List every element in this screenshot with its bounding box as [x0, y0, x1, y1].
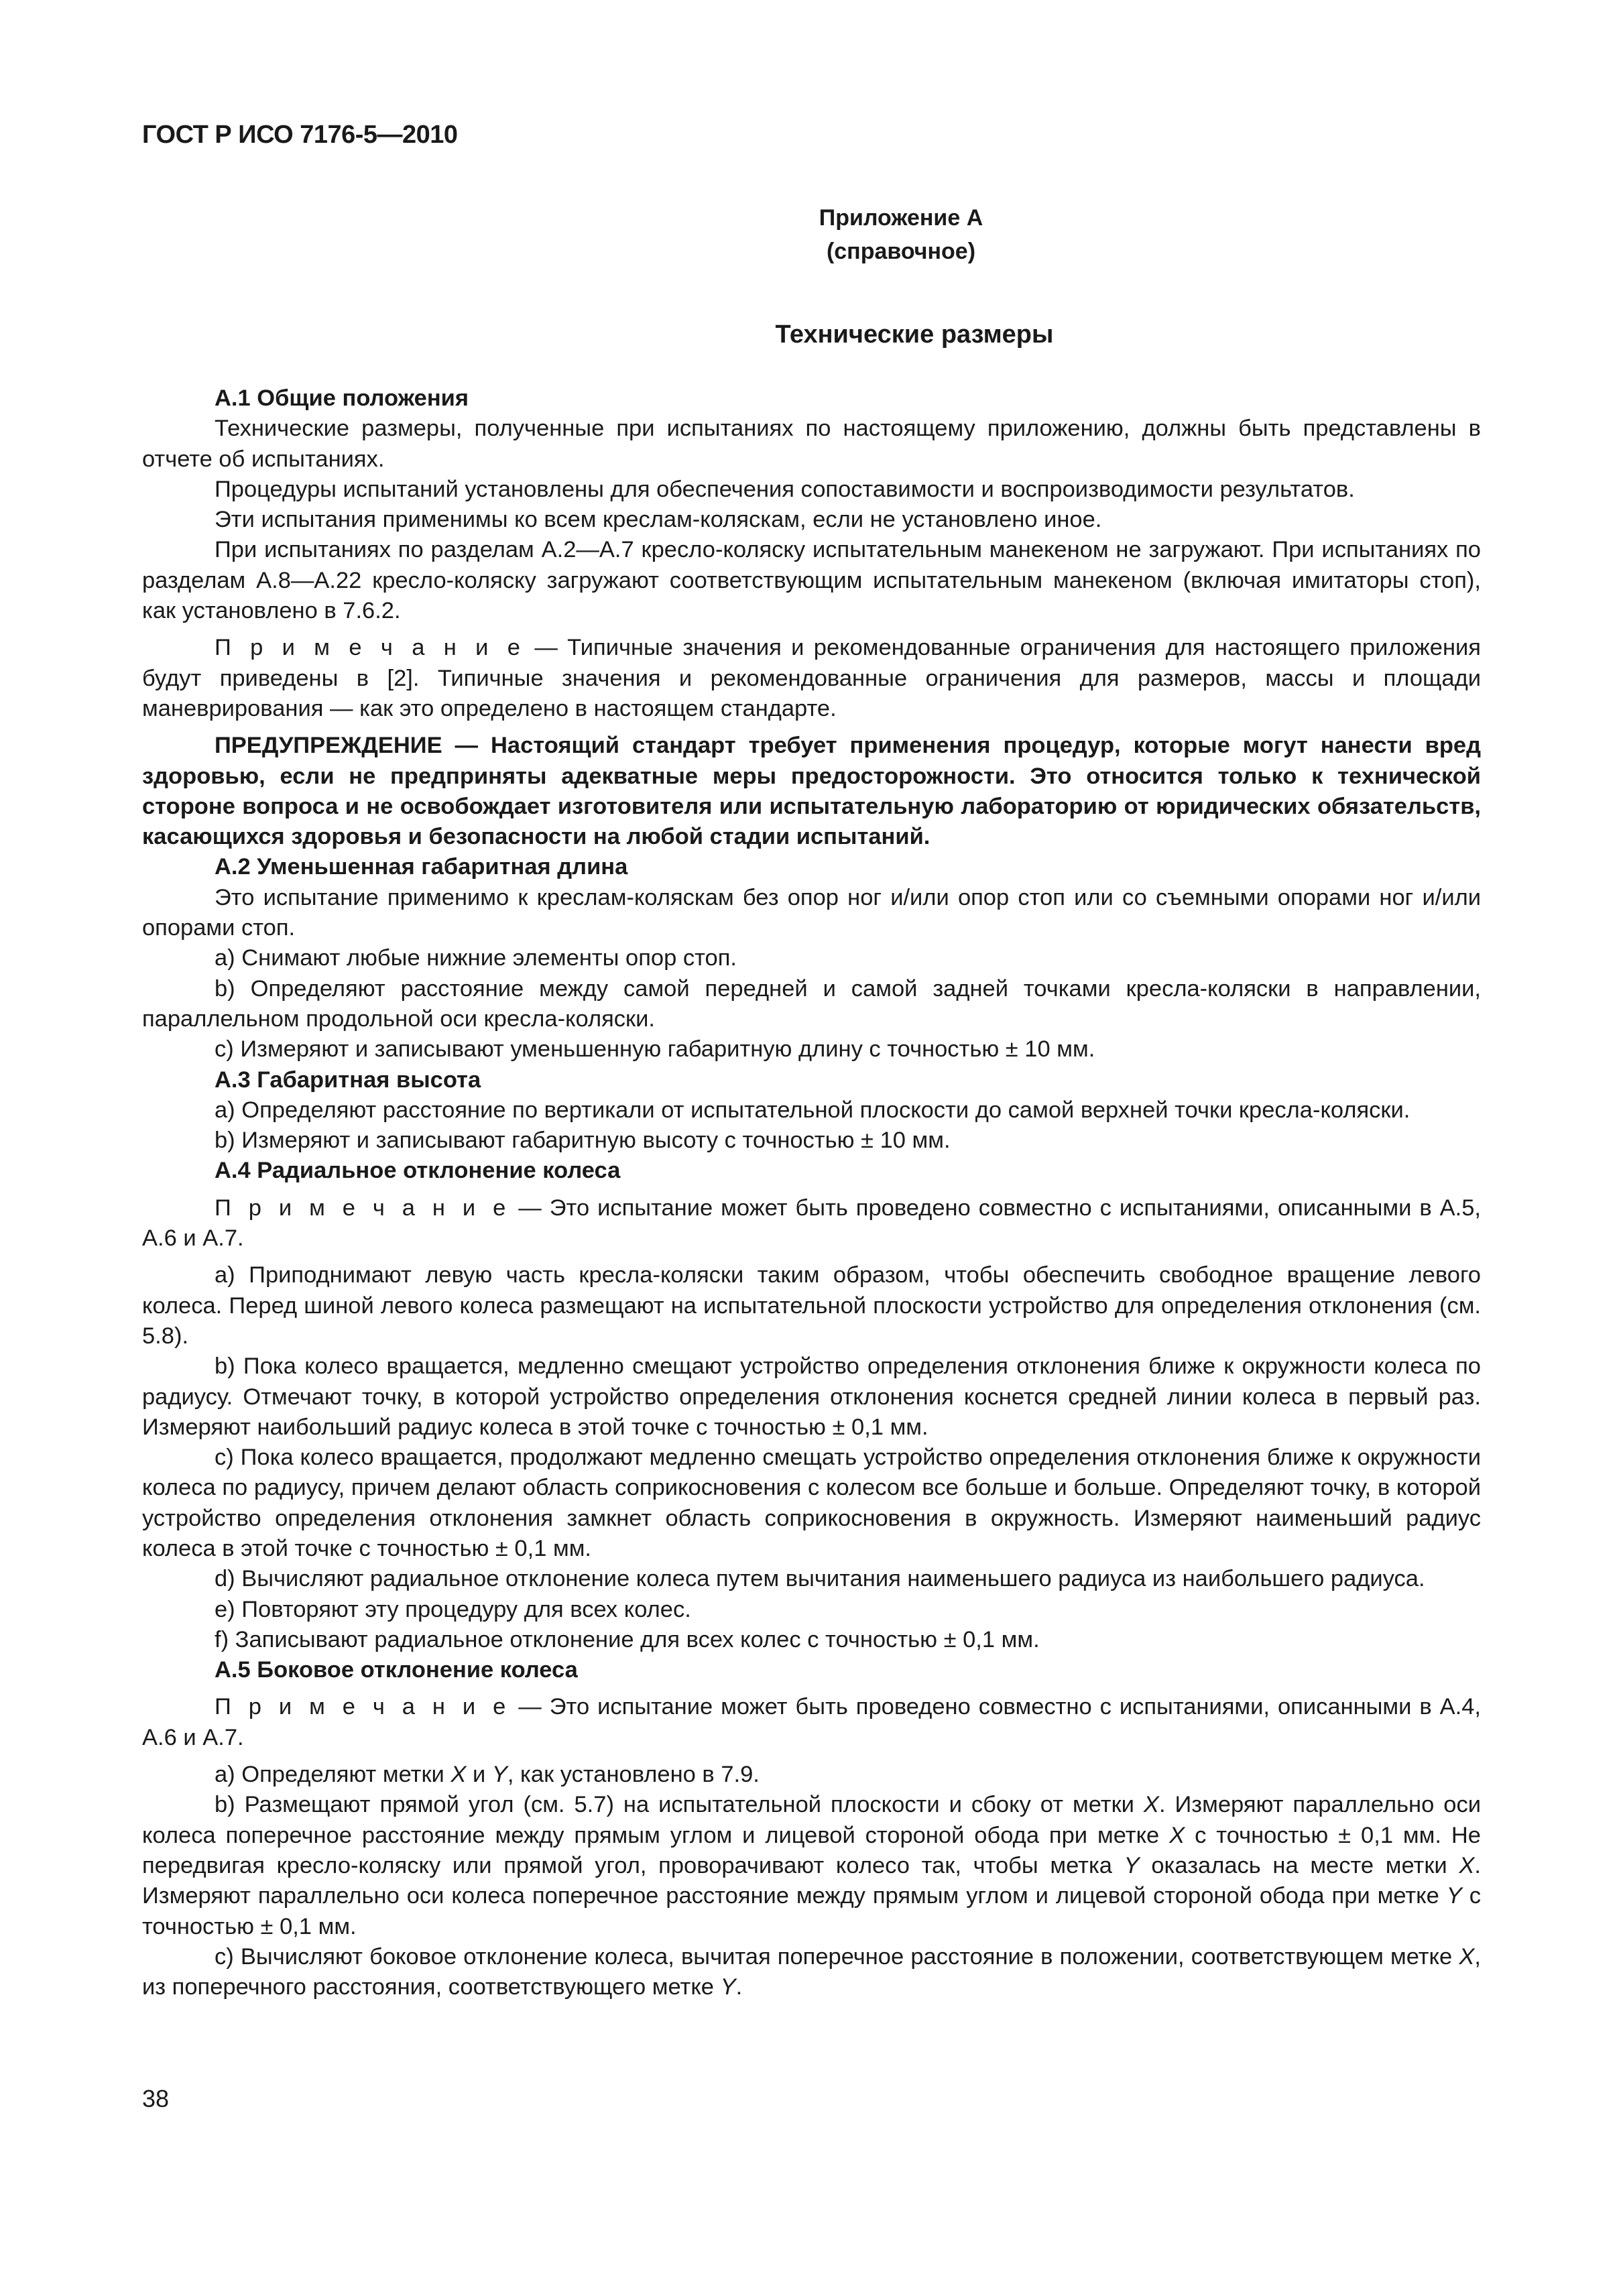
warning-paragraph: ПРЕДУПРЕЖДЕНИЕ — Настоящий стандарт требует применения процедур, которые могут нанести вред здоровью, если не предприняты адекватные меры предосторожности. Это относится только к технической стороне вопроса и не освобождает изготовителя или испытательную лабораторию от юридических обязательств, касающихся здоровья и безопасности на любой стадии испытаний. — [142, 733, 1481, 850]
body-paragraph: Процедуры испытаний установлены для обеспечения сопоставимости и воспроизводимости результатов. — [215, 476, 1355, 502]
body-paragraph: d) Вычисляют радиальное отклонение колеса путем вычитания наименьшего радиуса из наибольшего радиуса. — [215, 1566, 1425, 1592]
section-heading: А.1 Общие положения — [215, 385, 469, 411]
body-paragraph: a) Определяют расстояние по вертикали от испытательной плоскости до самой верхней точки кресла-коляски. — [215, 1097, 1410, 1123]
body-paragraph: b) Размещают прямой угол (см. 5.7) на испытательной плоскости и сбоку от метки X. Измеряют параллельно оси колеса поперечное расстояние между прямым углом и лицевой стороной обода при метке X с точностью ± 0,1 мм. Не передвигая кресло-коляску или прямой угол, проворачивают колесо так, чтобы метка Y оказалась на месте метки X. Измеряют параллельно оси колеса поперечное расстояние между прямым углом и лицевой стороной обода при метке Y с точностью ± 0,1 мм. — [142, 1792, 1481, 1939]
body-paragraph: a) Определяют метки X и Y, как установлено в 7.9. — [215, 1762, 760, 1788]
note-paragraph: П р и м е ч а н и е — Это испытание может быть проведено совместно с испытаниями, описанными в А.4, А.6 и А.7. — [142, 1694, 1481, 1750]
body-paragraph: b) Определяют расстояние между самой передней и самой задней точками кресла-коляски в направлении, параллельном продольной оси кресла-коляски. — [142, 975, 1481, 1032]
annex-heading — [335, 201, 1467, 268]
page-number: 38 — [142, 2085, 170, 2112]
annex-status: (справочное) — [826, 239, 976, 264]
body-paragraph: Эти испытания применимы ко всем креслам-коляскам, если не установлено иное. — [215, 507, 1102, 533]
body-paragraph: e) Повторяют эту процедуру для всех колес. — [215, 1596, 691, 1622]
body-paragraph: c) Пока колесо вращается, продолжают медленно смещать устройство определения отклонения ближе к окружности колеса по радиусу, причем делают область соприкосновения с колесом все больше и больше. Определяют точку, в которой устройство определения отклонения замкнет область соприкосновения в окружность. Измеряют наименьший радиус колеса в этой точке с точностью ± 0,1 мм. — [142, 1445, 1481, 1561]
annex-title: Технические размеры — [775, 320, 1054, 349]
section-heading: А.3 Габаритная высота — [215, 1067, 481, 1093]
body-paragraph: Это испытание применимо к креслам-коляскам без опор ног и/или опор стоп или со съемными опорами ног и/или опорами стоп. — [142, 884, 1481, 941]
note-paragraph: П р и м е ч а н и е — Типичные значения и рекомендованные ограничения для настоящего приложения будут приведены в [2]. Типичные значения и рекомендованные ограничения для размеров, массы и площади маневрирования — как это определено в настоящем стандарте. — [142, 635, 1481, 721]
note-label: П р и м е ч а н и е — [215, 1195, 511, 1221]
note-paragraph: П р и м е ч а н и е — Это испытание может быть проведено совместно с испытаниями, описанными в А.5, А.6 и А.7. — [142, 1195, 1481, 1252]
body-paragraph: c) Вычисляют боковое отклонение колеса, вычитая поперечное расстояние в положении, соответствующем метке X, из поперечного расстояния, соответствующего метке Y. — [142, 1943, 1481, 2000]
body-paragraph: c) Измеряют и записывают уменьшенную габаритную длину с точностью ± 10 мм. — [215, 1036, 1095, 1063]
section-heading: А.5 Боковое отклонение колеса — [215, 1657, 578, 1683]
body-paragraph: Технические размеры, полученные при испытаниях по настоящему приложению, должны быть представлены в отчете об испытаниях. — [142, 416, 1481, 472]
body-paragraph: a) Приподнимают левую часть кресла-коляски таким образом, чтобы обеспечить свободное вращение левого колеса. Перед шиной левого колеса размещают на испытательной плоскости устройство для определения отклонения (см. 5.8). — [142, 1262, 1481, 1349]
document-header: ГОСТ Р ИСО 7176-5—2010 — [142, 121, 458, 149]
note-label: П р и м е ч а н и е — [215, 1694, 511, 1720]
body-paragraph: b) Измеряют и записывают габаритную высоту с точностью ± 10 мм. — [215, 1128, 951, 1154]
section-heading: А.4 Радиальное отклонение колеса — [215, 1158, 621, 1184]
note-label: П р и м е ч а н и е — [215, 635, 525, 661]
body-paragraph: a) Снимают любые нижние элементы опор стоп. — [215, 945, 737, 971]
body-paragraph: f) Записывают радиальное отклонение для всех колес с точностью ± 0,1 мм. — [215, 1626, 1040, 1652]
body-paragraph: b) Пока колесо вращается, медленно смещают устройство определения отклонения ближе к окружности колеса по радиусу. Отмечают точку, в которой устройство определения отклонения коснется средней линии колеса в первый раз. Измеряют наибольший радиус колеса в этой точке с точностью ± 0,1 мм. — [142, 1353, 1481, 1440]
annex-label: Приложение А — [819, 205, 983, 231]
document-body — [142, 383, 1481, 2002]
body-paragraph: При испытаниях по разделам А.2—А.7 кресло-коляску испытательным манекеном не загружают. При испытаниях по разделам А.8—А.22 кресло-коляску загружают соответствующим испытательным манекеном (включая имитаторы стоп), как установлено в 7.6.2. — [142, 537, 1481, 624]
section-heading: А.2 Уменьшенная габаритная длина — [215, 854, 628, 880]
